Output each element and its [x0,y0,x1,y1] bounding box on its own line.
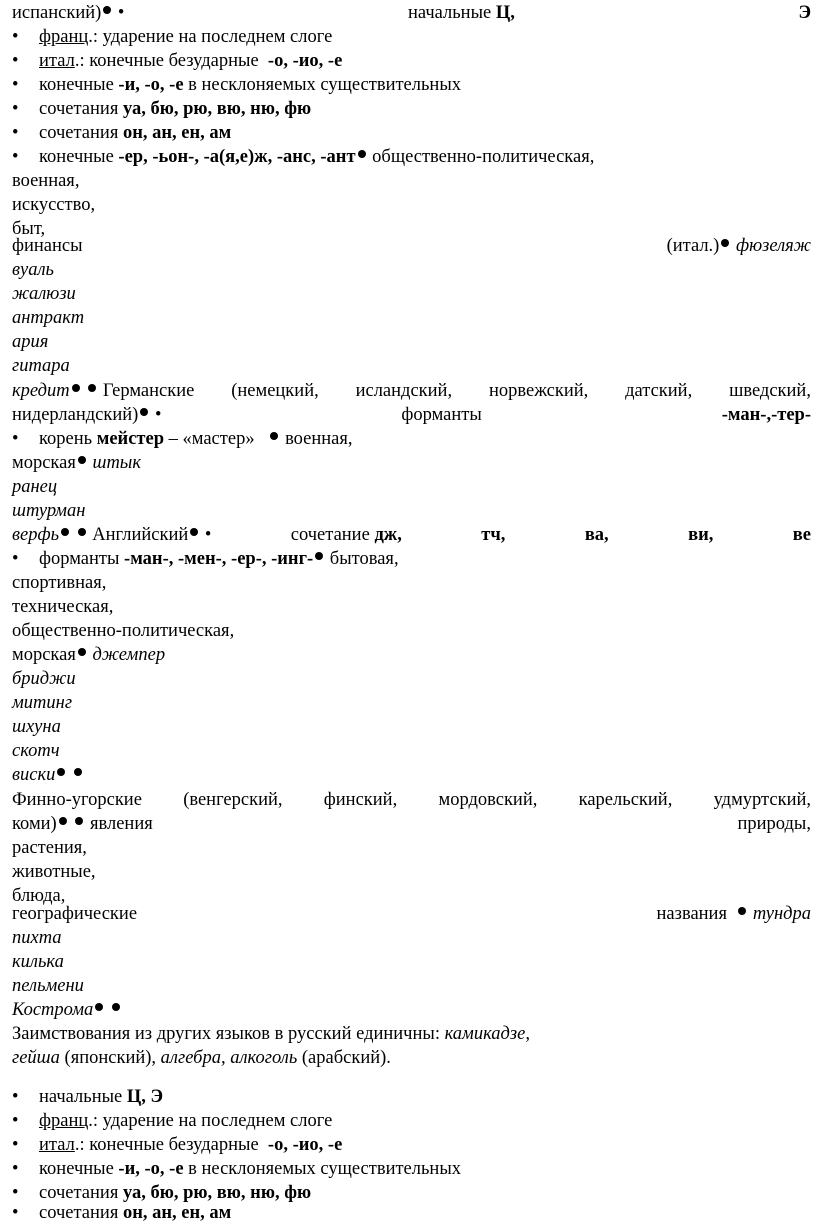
bullet-dot [358,150,366,158]
bold-text: ве [792,525,811,545]
text: конечные [39,1159,119,1179]
text-group [291,523,402,547]
italic-text: алгебра, алкоголь [160,1048,298,1068]
text: (японский), [59,1048,161,1068]
line-30: митинг [12,693,73,713]
italic-text: кредит [12,381,70,401]
bullet-dot [112,1003,120,1011]
text: сочетания [39,99,123,119]
text-group [12,812,153,836]
bullet-dot [57,768,65,776]
italic-text: тундра [752,904,811,924]
bullet-dot [95,1003,103,1011]
bullet: • [12,75,19,95]
bullet-dot [61,528,69,536]
text-group [12,403,161,427]
line-29: бриджи [12,669,76,689]
italic-text: джемпер [92,645,166,665]
text: в несклоняемых существительных [183,75,462,95]
text: карельский, [578,790,673,810]
line-47 [12,1109,811,1133]
line-33 [12,763,811,787]
bullet-dot [59,817,67,825]
line-03 [12,49,811,73]
bold-text: -ер, -ьон-, -а(я,е)ж, -анс, -ант [118,147,356,167]
bullet-dot [78,528,86,536]
line-07 [12,145,811,169]
italic-text: гейша [12,1048,60,1068]
line-42: пельмени [12,976,84,996]
bullet: • [12,1111,19,1131]
bold-text: -и, -о, -е [118,1159,184,1179]
italic-text: камикадзе, [444,1024,530,1044]
text: датский, [625,381,693,401]
line-26: техническая, [12,597,114,617]
text: финский, [323,790,398,810]
line-19 [12,427,811,451]
bullet-dot [738,907,746,915]
text: конечные [39,75,119,95]
line-27: общественно-политическая, [12,621,235,641]
line-08: военная, [12,171,80,191]
text: начальные [407,3,492,23]
bold-text: -ман-, -мен-, -ер-, -инг- [124,549,314,569]
line-38: блюда, [12,886,66,906]
line-18 [12,403,811,427]
italic-text: штык [92,453,141,473]
bullet: • [154,405,162,425]
bullet-dot [72,384,80,392]
text: (итал.) [666,236,720,256]
text: Английский [92,525,189,545]
line-01 [12,1,811,25]
text: норвежский, [488,381,589,401]
text: (венгерский, [183,790,283,810]
bullet: • [12,429,19,449]
line-12: вуаль [12,260,54,280]
bullet-dot [721,239,729,247]
text: исландский, [355,381,453,401]
line-35 [12,812,811,836]
line-46 [12,1085,811,1109]
bullet-dot [74,768,82,776]
underlined-text: итал [39,1135,75,1155]
text: испанский) [12,3,102,23]
line-31: шхуна [12,717,61,737]
bullet: • [12,1183,19,1203]
line-44 [12,1022,811,1046]
text: (немецкий, [231,381,319,401]
text: – «мастер» [164,429,255,449]
bold-text: мейстер [96,429,165,449]
line-16: гитара [12,356,70,376]
bullet-dot [88,384,96,392]
bold-text: -о, -ио, -е [267,1135,343,1155]
italic-text: Кострома [12,1000,94,1020]
line-28 [12,643,811,667]
underlined-text: франц [39,1111,89,1131]
bullet: • [12,99,19,119]
text: сочетания [39,1183,123,1203]
bullet: • [12,51,19,71]
line-10: быт, [12,219,46,239]
line-04 [12,73,811,97]
text: природы, [737,814,811,834]
text: морская [12,453,76,473]
line-36: растения, [12,838,87,858]
text: .: конечные безударные [74,1135,268,1155]
text: удмуртский, [713,790,811,810]
line-45 [12,1046,811,1070]
bold-text: дж, [374,525,402,545]
line-22: штурман [12,501,86,521]
bold-text: уа, бю, рю, вю, ню, фю [122,99,312,119]
line-25: спортивная, [12,573,107,593]
text: сочетания [39,1203,123,1223]
text: нидерландский) [12,405,139,425]
line-24 [12,547,811,571]
line-41: килька [12,952,64,972]
bullet-dot [190,528,198,536]
line-40: пихта [12,928,62,948]
bold-text: -ман-,-тер- [721,405,811,425]
bullet-dot [270,432,278,440]
bullet: • [12,549,19,569]
text-group [12,523,211,547]
line-20 [12,451,811,475]
bold-text: Ц, Э [126,1087,164,1107]
text: морская [12,645,76,665]
line-06 [12,121,811,145]
line-05 [12,97,811,121]
text: .: ударение на последнем слоге [88,1111,333,1131]
line-51 [12,1201,811,1225]
bold-text: тч, [481,525,506,545]
italic-text: фюзеляж [735,236,811,256]
line-13: жалюзи [12,284,76,304]
text: названия [656,904,727,924]
underlined-text: итал [39,51,75,71]
bullet: • [204,525,212,545]
bullet-dot [78,456,86,464]
line-49 [12,1157,811,1181]
bullet-dot [78,648,86,656]
line-39 [12,902,811,926]
bullet-dot [315,552,323,560]
bullet: • [12,1135,19,1155]
text: .: ударение на последнем слоге [88,27,333,47]
bullet: • [12,147,19,167]
bullet: • [117,3,125,23]
line-14: антракт [12,308,85,328]
bullet: • [12,123,19,143]
text: корень [39,429,97,449]
bold-text: он, ан, ен, ам [122,123,232,143]
text-group [657,902,811,926]
italic-text: виски [12,765,56,785]
bold-text: он, ан, ен, ам [122,1203,232,1223]
text: Германские [102,381,195,401]
text: географические [12,904,138,924]
line-43 [12,998,811,1022]
text: начальные [39,1087,127,1107]
bold-text: ва, [584,525,609,545]
text: сочетания [39,123,123,143]
line-02 [12,25,811,49]
text: явления [89,814,153,834]
line-11 [12,234,811,258]
line-23 [12,523,811,547]
text: Заимствования из других языков в русский единичны: [12,1024,445,1044]
bullet-dot [75,817,83,825]
bold-text: Э [798,3,811,23]
text: в несклоняемых существительных [183,1159,462,1179]
bold-text: уа, бю, рю, вю, ню, фю [122,1183,312,1203]
text: конечные [39,147,119,167]
bullet-dot [140,408,148,416]
bullet-dot [103,6,111,14]
line-17 [12,379,811,403]
bullet: • [12,1087,19,1107]
text: бытовая, [325,549,399,569]
line-37: животные, [12,862,96,882]
text: финансы [12,236,83,256]
text: общественно-политическая, [367,147,595,167]
text: сочетание [290,525,375,545]
bold-text: Ц, [495,3,515,23]
line-48 [12,1133,811,1157]
bold-text: ви, [688,525,714,545]
bold-text: -и, -о, -е [118,75,184,95]
text: .: конечные безударные [74,51,268,71]
line-32: скотч [12,741,60,761]
bullet: • [12,27,19,47]
line-21: ранец [12,477,58,497]
bullet: • [12,1203,19,1223]
line-09: искусство, [12,195,96,215]
text-group [12,379,194,403]
line-34 [12,788,811,812]
bullet: • [12,1159,19,1179]
text: Финно-угорские [12,790,142,810]
text: (арабский). [297,1048,391,1068]
text: военная, [285,429,353,449]
text-group [12,1,124,25]
bold-text: -о, -ио, -е [267,51,343,71]
text: шведский, [729,381,811,401]
text-group [408,1,515,25]
text-group [667,234,811,258]
line-15: ария [12,332,49,352]
text: форманты [401,405,482,425]
italic-text: верфь [12,525,60,545]
text: коми) [12,814,57,834]
underlined-text: франц [39,27,89,47]
text: мордовский, [438,790,538,810]
text: форманты [39,549,125,569]
